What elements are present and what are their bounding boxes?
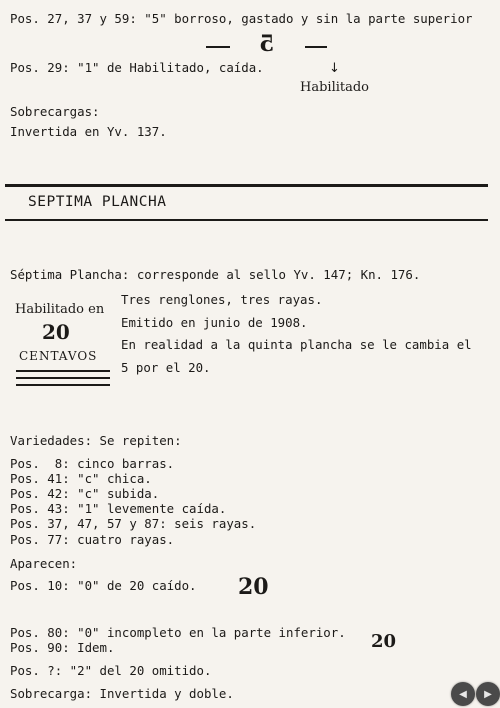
- chevron-right-icon[interactable]: ▶: [476, 682, 500, 706]
- fallen-zero-sample: 20: [238, 574, 269, 600]
- description-line: Emitido en junio de 1908.: [121, 315, 308, 330]
- worn-five-glyph: 5: [259, 31, 275, 57]
- sobrecarga-note: Sobrecarga: Invertida y doble.: [10, 686, 234, 701]
- variety-item: Pos. 8: cinco barras.: [10, 456, 175, 471]
- description-line: 5 por el 20.: [121, 360, 211, 375]
- variety-item: Pos. 43: "1" levemente caída.: [10, 501, 227, 516]
- stamp-bar: [16, 370, 110, 372]
- aparecen-label: Aparecen:: [10, 556, 78, 571]
- stamp-line-centavos: CENTAVOS: [19, 349, 98, 363]
- description-line: En realidad a la quinta plancha se le cambia el: [121, 337, 472, 352]
- section-heading: SEPTIMA PLANCHA: [28, 194, 167, 210]
- stamp-bar: [16, 377, 110, 379]
- pos-27-note: Pos. 27, 37 y 59: "5" borroso, gastado y sin la parte superior: [10, 11, 473, 26]
- varieties-label: Variedades: Se repiten:: [10, 433, 182, 448]
- pos-80-note: Pos. 80: "0" incompleto en la parte inferior.: [10, 625, 346, 640]
- chevron-left-icon[interactable]: ◀: [451, 682, 475, 706]
- down-arrow-icon: ↓: [329, 61, 340, 76]
- pos-29-note: Pos. 29: "1" de Habilitado, caída.: [10, 60, 264, 75]
- variety-item: Pos. 41: "c" chica.: [10, 471, 152, 486]
- pos-unknown-note: Pos. ?: "2" del 20 omitido.: [10, 663, 212, 678]
- stamp-line-habilitado: Habilitado en: [15, 302, 105, 317]
- section-intro: Séptima Plancha: corresponde al sello Yv. 147; Kn. 176.: [10, 267, 421, 282]
- description-line: Tres renglones, tres rayas.: [121, 292, 323, 307]
- section-rule-top: [5, 184, 488, 187]
- variety-item: Pos. 77: cuatro rayas.: [10, 532, 175, 547]
- section-rule-bottom: [5, 219, 488, 221]
- sobrecargas-label: Sobrecargas:: [10, 104, 100, 119]
- stamp-bar: [16, 384, 110, 386]
- divider-dash-right: [305, 46, 327, 48]
- habilitado-sample: Habilitado: [300, 80, 370, 95]
- divider-dash-left: [206, 46, 230, 48]
- variety-item: Pos. 42: "c" subida.: [10, 486, 160, 501]
- pos-90-note: Pos. 90: Idem.: [10, 640, 115, 655]
- sobrecargas-value: Invertida en Yv. 137.: [10, 124, 167, 139]
- stamp-line-value: 20: [42, 320, 70, 344]
- pos-10-note: Pos. 10: "0" de 20 caído.: [10, 578, 197, 593]
- variety-item: Pos. 37, 47, 57 y 87: seis rayas.: [10, 516, 257, 531]
- incomplete-zero-sample: 20: [371, 631, 397, 652]
